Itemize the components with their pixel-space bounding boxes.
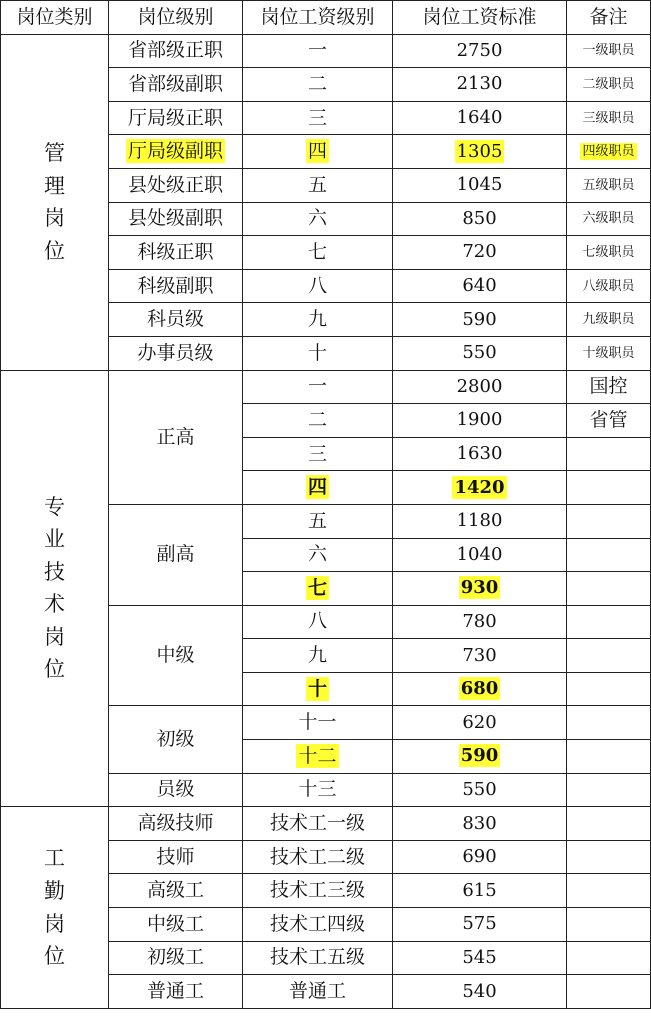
category-char: 工 [44,846,65,871]
table-row [1,807,651,841]
standard-cell: 550 [393,336,567,370]
highlight-mark: 四 [307,476,327,499]
level-cell: 五 [243,504,393,538]
standard-cell [393,572,567,606]
remark-cell [567,941,651,975]
grade-cell: 技师 [109,840,243,874]
level-cell: 技术工五级 [243,941,393,975]
level-cell: 普通工 [243,975,393,1009]
remark-cell: 十级职员 [567,336,651,370]
highlight-mark: 1420 [454,476,505,498]
remark-cell [567,672,651,706]
standard-cell: 780 [393,605,567,639]
category-char: 业 [44,527,65,552]
remark-cell [567,572,651,606]
table-row [1,370,651,404]
level-cell: 八 [243,605,393,639]
category-service [1,807,109,1009]
highlight-mark: 十 [307,677,327,700]
level-cell: 十一 [243,706,393,740]
standard-cell [393,740,567,774]
grade-cell: 厅局级正职 [109,101,243,135]
category-professional [1,370,109,807]
level-cell: 九 [243,303,393,337]
standard-cell: 1040 [393,538,567,572]
highlight-mark: 680 [460,678,499,700]
remark-cell [567,740,651,774]
level-cell [243,135,393,169]
grade-cell [109,135,243,169]
header-grade: 岗位级别 [109,1,243,35]
standard-cell: 1045 [393,168,567,202]
standard-cell: 615 [393,874,567,908]
remark-cell: 一级职员 [567,34,651,68]
standard-cell: 730 [393,639,567,673]
remark-cell [567,807,651,841]
category-management [1,34,109,370]
standard-cell [393,672,567,706]
category-char: 位 [44,657,65,682]
header-remark: 备注 [567,1,651,35]
level-cell [243,471,393,505]
grade-cell: 省部级正职 [109,34,243,68]
standard-cell [393,135,567,169]
highlight-mark: 四级职员 [582,144,635,160]
grade-cell: 办事员级 [109,336,243,370]
category-char: 技 [44,559,65,584]
category-char: 理 [44,173,65,198]
remark-cell [567,706,651,740]
grade-cell: 省部级副职 [109,68,243,102]
category-char: 管 [44,140,65,165]
table-row [1,34,651,68]
header-category: 岗位类别 [1,1,109,35]
level-cell: 技术工四级 [243,908,393,942]
grade-cell: 普通工 [109,975,243,1009]
remark-cell: 二级职员 [567,68,651,102]
remark-cell [567,471,651,505]
grade-cell: 员级 [109,773,243,807]
grade-cell: 初级 [109,706,243,773]
level-cell [243,672,393,706]
standard-cell: 1900 [393,404,567,438]
remark-cell: 国控 [567,370,651,404]
grade-cell: 副高 [109,504,243,605]
remark-cell: 八级职员 [567,269,651,303]
standard-cell: 1640 [393,101,567,135]
category-char: 岗 [44,206,65,231]
remark-cell [567,605,651,639]
grade-cell: 初级工 [109,941,243,975]
remark-cell [567,975,651,1009]
standard-cell: 620 [393,706,567,740]
highlight-mark: 1305 [456,140,503,162]
remark-cell [567,908,651,942]
standard-cell: 575 [393,908,567,942]
category-char: 岗 [44,911,65,936]
remark-cell: 三级职员 [567,101,651,135]
grade-cell: 中级工 [109,908,243,942]
standard-cell: 540 [393,975,567,1009]
level-cell: 一 [243,370,393,404]
standard-cell [393,471,567,505]
level-cell [243,572,393,606]
level-cell: 二 [243,404,393,438]
remark-cell: 九级职员 [567,303,651,337]
remark-cell [567,840,651,874]
category-char: 位 [44,238,65,263]
standard-cell: 2750 [393,34,567,68]
level-cell: 六 [243,538,393,572]
level-cell: 技术工一级 [243,807,393,841]
level-cell: 三 [243,101,393,135]
remark-cell [567,538,651,572]
level-cell: 五 [243,168,393,202]
category-char: 勤 [44,878,65,903]
standard-cell: 2800 [393,370,567,404]
header-row [1,1,651,35]
level-cell [243,740,393,774]
standard-cell: 2130 [393,68,567,102]
highlight-mark: 七 [307,576,327,599]
header-standard: 岗位工资标准 [393,1,567,35]
remark-cell: 六级职员 [567,202,651,236]
level-cell: 八 [243,269,393,303]
standard-cell: 850 [393,202,567,236]
highlight-mark: 厅局级副职 [127,140,223,163]
highlight-mark: 590 [460,745,499,767]
level-cell: 九 [243,639,393,673]
level-cell: 七 [243,236,393,270]
standard-cell: 720 [393,236,567,270]
level-cell: 十三 [243,773,393,807]
grade-cell: 科级副职 [109,269,243,303]
standard-cell: 545 [393,941,567,975]
standard-cell: 830 [393,807,567,841]
grade-cell: 高级技师 [109,807,243,841]
remark-cell: 五级职员 [567,168,651,202]
standard-cell: 640 [393,269,567,303]
level-cell: 二 [243,68,393,102]
highlight-mark: 930 [460,577,499,599]
grade-cell: 正高 [109,370,243,504]
category-char: 专 [44,494,65,519]
grade-cell: 县处级正职 [109,168,243,202]
category-char: 术 [44,592,65,617]
header-level: 岗位工资级别 [243,1,393,35]
standard-cell: 690 [393,840,567,874]
highlight-mark: 十二 [298,744,337,767]
grade-cell: 中级 [109,605,243,706]
level-cell: 技术工二级 [243,840,393,874]
grade-cell: 科级正职 [109,236,243,270]
category-char: 岗 [44,624,65,649]
highlight-mark: 四 [307,140,327,163]
remark-cell [567,773,651,807]
remark-cell [567,135,651,169]
grade-cell: 县处级副职 [109,202,243,236]
standard-cell: 1630 [393,437,567,471]
remark-cell: 省管 [567,404,651,438]
remark-cell [567,437,651,471]
remark-cell [567,874,651,908]
standard-cell: 1180 [393,504,567,538]
remark-cell: 七级职员 [567,236,651,270]
standard-cell: 590 [393,303,567,337]
grade-cell: 科员级 [109,303,243,337]
category-char: 位 [44,944,65,969]
level-cell: 六 [243,202,393,236]
level-cell: 十 [243,336,393,370]
standard-cell: 550 [393,773,567,807]
level-cell: 技术工三级 [243,874,393,908]
remark-cell [567,504,651,538]
level-cell: 一 [243,34,393,68]
level-cell: 三 [243,437,393,471]
remark-cell [567,639,651,673]
grade-cell: 高级工 [109,874,243,908]
